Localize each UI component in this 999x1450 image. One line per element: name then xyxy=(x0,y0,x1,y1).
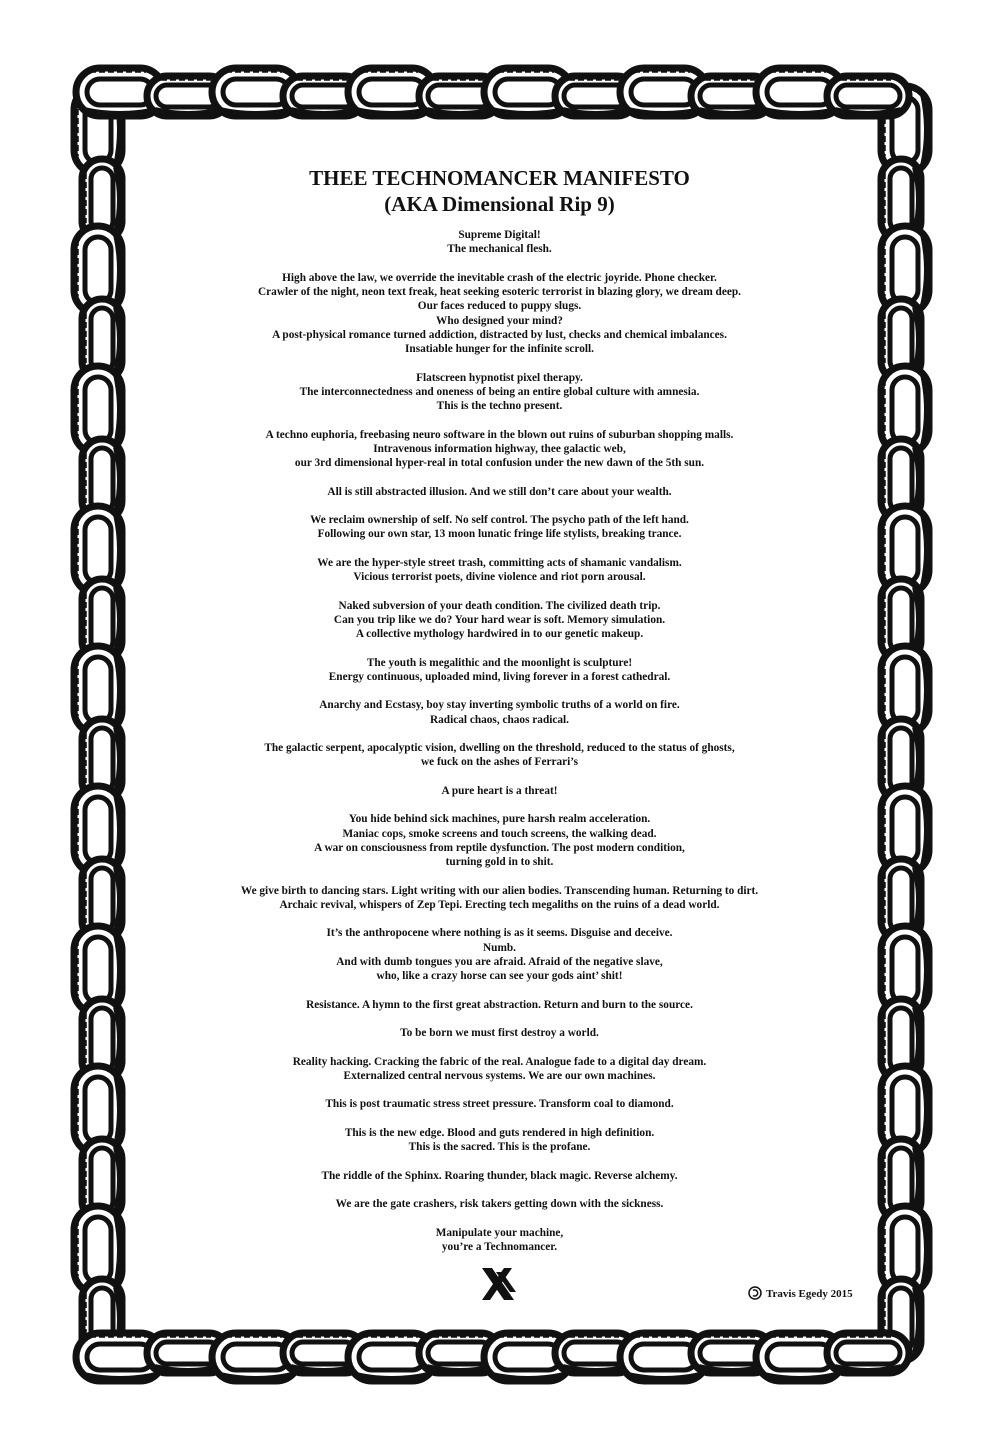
verse-line: And with dumb tongues you are afraid. Afraid of the negative slave, xyxy=(336,955,663,968)
verse-line: Intravenous information highway, thee galactic web, xyxy=(373,442,626,455)
verse-line: Vicious terrorist poets, divine violence and riot porn arousal. xyxy=(353,571,646,583)
verse-line: High above the law, we override the inevitable crash of the electric joyride. Phone checker. xyxy=(282,271,717,284)
verse-line: who, like a crazy horse can see your gods aint’ shit! xyxy=(376,970,623,982)
stanza xyxy=(150,741,849,770)
verse-line: Our faces reduced to puppy slugs. xyxy=(417,300,582,313)
verse-line: Energy continuous, uploaded mind, living forever in a forest cathedral. xyxy=(328,670,671,683)
verse-line: This is the sacred. This is the profane. xyxy=(408,1141,591,1153)
verse-line: This is the techno present. xyxy=(436,400,563,412)
copyleft-icon xyxy=(748,1286,762,1300)
chain-link xyxy=(827,76,909,116)
verse-line: We are the hyper-style street trash, committing acts of shamanic vandalism. xyxy=(317,556,682,569)
verse-line: The interconnectedness and oneness of being an entire global culture with amnesia. xyxy=(299,385,700,398)
stanza xyxy=(150,998,849,1012)
verse-line: Maniac cops, smoke screens and touch screens, the walking dead. xyxy=(342,827,657,840)
verse-line: It’s the anthropocene where nothing is as it seems. Disguise and deceive. xyxy=(326,927,673,940)
verse-line: All is still abstracted illusion. And we still don’t care about your wealth. xyxy=(327,485,672,498)
verse-line: A post-physical romance turned addiction, distracted by lust, checks and chemical imbalances. xyxy=(272,328,727,341)
stanza xyxy=(150,784,849,798)
verse-line: Reality hacking. Cracking the fabric of the real. Analogue fade to a digital day dream. xyxy=(292,1055,707,1068)
stanza xyxy=(150,812,849,869)
verse-line: Externalized central nervous systems. We are our own machines. xyxy=(343,1069,656,1082)
verse-line: The galactic serpent, apocalyptic vision, dwelling on the threshold, reduced to the status of ghosts, xyxy=(264,742,735,754)
stanza xyxy=(150,1097,849,1111)
manifesto-body xyxy=(150,228,849,1254)
manifesto xyxy=(150,165,849,1268)
verse-line: Crawler of the night, neon text freak, heat seeking esoteric terrorist in blazing glory, we dream deep. xyxy=(258,286,741,298)
stanza xyxy=(150,428,849,471)
copyright-text: Travis Egedy 2015 xyxy=(766,1288,853,1300)
verse-line: The riddle of the Sphinx. Roaring thunder, black magic. Reverse alchemy. xyxy=(321,1169,678,1182)
stanza xyxy=(150,556,849,585)
verse-line: Following our own star, 13 moon lunatic fringe life stylists, breaking trance. xyxy=(317,528,682,541)
stanza xyxy=(150,926,849,983)
verse-line: We are the gate crashers, risk takers getting down with the sickness. xyxy=(335,1198,664,1210)
verse-line: we fuck on the ashes of Ferrari’s xyxy=(420,756,579,769)
stanza xyxy=(150,228,849,257)
verse-line: you’re a Technomancer. xyxy=(441,1240,558,1253)
verse-line: Flatscreen hypnotist pixel therapy. xyxy=(416,371,583,384)
verse-line: To be born we must first destroy a world. xyxy=(400,1027,599,1039)
verse-line: A pure heart is a threat! xyxy=(441,784,558,797)
verse-line: A techno euphoria, freebasing neuro software in the blown out ruins of suburban shopping malls. xyxy=(265,428,734,441)
double-x-monogram-icon xyxy=(478,1266,518,1302)
verse-line: Manipulate your machine, xyxy=(435,1226,564,1239)
stanza xyxy=(150,1126,849,1155)
stanza xyxy=(150,371,849,414)
verse-line: Archaic revival, whispers of Zep Tepi. Erecting tech megaliths on the ruins of a dead world. xyxy=(279,898,720,911)
verse-line: Naked subversion of your death condition. The civilized death trip. xyxy=(338,599,661,612)
stanza xyxy=(150,884,849,913)
chain-link xyxy=(827,1333,909,1373)
verse-line: You hide behind sick machines, pure harsh realm acceleration. xyxy=(348,813,651,826)
stanza xyxy=(150,513,849,542)
stanza xyxy=(150,656,849,685)
page-title: THEE TECHNOMANCER MANIFESTO xyxy=(309,166,690,190)
verse-line: We give birth to dancing stars. Light writing with our alien bodies. Transcending human. Returning to dirt. xyxy=(240,884,759,897)
stanza xyxy=(150,1226,849,1255)
stanza xyxy=(150,1026,849,1040)
verse-line: This is the new edge. Blood and guts rendered in high definition. xyxy=(344,1126,655,1139)
verse-line: Radical chaos, chaos radical. xyxy=(429,713,570,726)
stanza xyxy=(150,599,849,642)
page-subtitle: (AKA Dimensional Rip 9) xyxy=(384,192,615,216)
verse-line: A war on consciousness from reptile dysfunction. The post modern condition, xyxy=(314,841,685,854)
footer xyxy=(0,1260,999,1310)
verse-line: our 3rd dimensional hyper-real in total confusion under the new dawn of the 5th sun. xyxy=(294,457,705,469)
verse-line: Resistance. A hymn to the first great abstraction. Return and burn to the source. xyxy=(306,998,693,1011)
stanza xyxy=(150,698,849,727)
verse-line: Numb. xyxy=(483,941,516,954)
verse-line: Supreme Digital! xyxy=(458,229,541,241)
stanza xyxy=(150,1169,849,1183)
stanza xyxy=(150,1197,849,1211)
verse-line: Insatiable hunger for the infinite scroll. xyxy=(405,343,594,355)
verse-line: Anarchy and Ecstasy, boy stay inverting symbolic truths of a world on fire. xyxy=(319,699,680,712)
verse-line: The mechanical flesh. xyxy=(447,243,552,256)
verse-line: We reclaim ownership of self. No self control. The psycho path of the left hand. xyxy=(310,514,689,526)
stanza xyxy=(150,1055,849,1084)
copyright-notice xyxy=(748,1286,853,1300)
verse-line: This is post traumatic stress street pressure. Transform coal to diamond. xyxy=(325,1098,674,1111)
verse-line: A collective mythology hardwired in to our genetic makeup. xyxy=(355,628,644,640)
verse-line: Can you trip like we do? Your hard wear is soft. Memory simulation. xyxy=(333,613,666,626)
verse-line: turning gold in to shit. xyxy=(445,856,554,868)
verse-line: Who designed your mind? xyxy=(436,314,563,327)
stanza xyxy=(150,485,849,499)
verse-line: The youth is megalithic and the moonlight is sculpture! xyxy=(366,656,633,669)
stanza xyxy=(150,271,849,357)
